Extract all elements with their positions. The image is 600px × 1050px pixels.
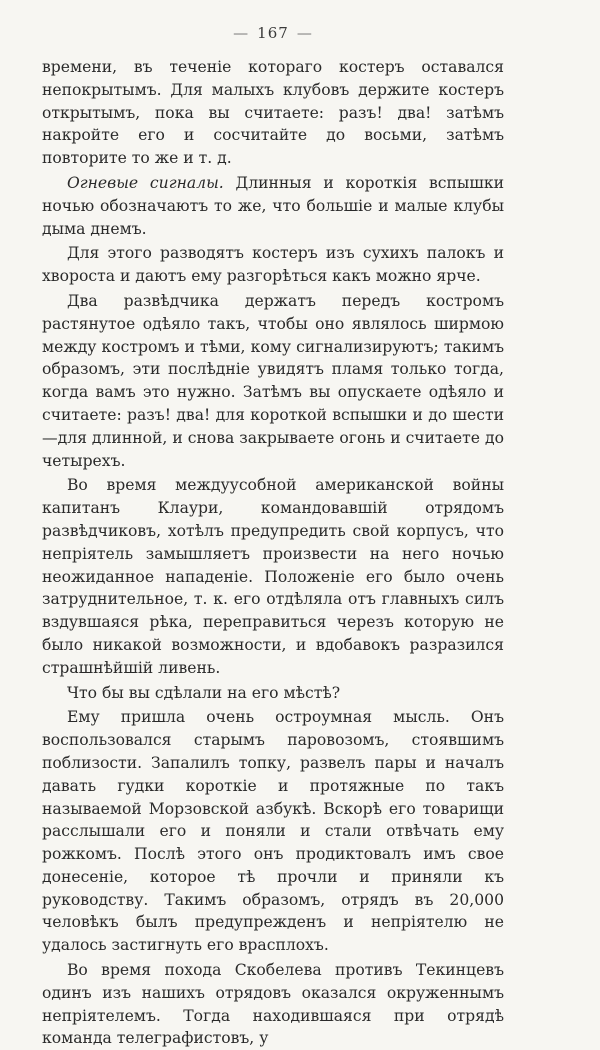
paragraph-fire-signals bbox=[42, 172, 504, 240]
page-number-value: 167 bbox=[257, 24, 289, 42]
paragraph-text: Два развѣдчика держатъ передъ костромъ растянутое одѣяло такъ, чтобы оно являлось ширмою между костромъ и тѣми, кому сигнализируютъ; такимъ образомъ, эти послѣдніе увидятъ пламя только тогда, когда вамъ это нужно. Затѣмъ вы опускаете одѣяло и считаете: разъ! два! для короткой вспышки и до шести—для длинной, и снова закрываете огонь и считаете до четырехъ. bbox=[42, 291, 504, 470]
paragraph-blanket-screen bbox=[42, 290, 504, 472]
paragraph-text: Во время междуусобной американской войны капитанъ Клаури, командовавшій отрядомъ развѣдчиковъ, хотѣлъ предупредить свой корпусъ, что непріятель замышляетъ произвести на него ночью неожиданное нападеніе. Положеніе его было очень затруднительное, т. к. его отдѣляла отъ главныхъ силъ вздувшаяся рѣка, переправиться черезъ которую не было никакой возможности, и вдобавокъ разразился страшнѣйшій ливень. bbox=[42, 476, 504, 677]
section-subheading: Огневые сигналы. bbox=[66, 173, 224, 192]
paragraph-smoke-signals-end bbox=[42, 56, 504, 170]
paragraph-skobelev-campaign bbox=[42, 959, 504, 1050]
page-number bbox=[42, 24, 504, 42]
paragraph-building-fire bbox=[42, 242, 504, 288]
paragraph-text: Что бы вы сдѣлали на его мѣстѣ? bbox=[66, 683, 341, 702]
paragraph-text: Для этого разводятъ костеръ изъ сухихъ палокъ и хвороста и даютъ ему разгорѣться какъ можно ярче. bbox=[42, 244, 504, 286]
body-text bbox=[42, 56, 504, 1050]
paragraph-question bbox=[42, 682, 504, 705]
paragraph-text: Во время похода Скобелева противъ Текинцевъ одинъ изъ нашихъ отрядовъ оказался окруженнымъ непріятелемъ. Тогда находившаяся при отрядѣ команда телеграфистовъ, у bbox=[42, 961, 504, 1048]
paragraph-civil-war-story bbox=[42, 474, 504, 679]
page-number-dash-right: — bbox=[296, 24, 313, 42]
paragraph-text: Длинныя и короткія вспышки ночью обозначаютъ то же, что большіе и малые клубы дыма днемъ. bbox=[42, 173, 504, 238]
paragraph-text: Ему пришла очень остроумная мысль. Онъ воспользовался старымъ паровозомъ, стоявшимъ поблизости. Запалилъ топку, развелъ пары и началъ давать гудки короткіе и протяжные по такъ называемой Морзовской азбукѣ. Вскорѣ его товарищи расслышали его и поняли и стали отвѣчать ему рожкомъ. Послѣ этого онъ продиктовалъ имъ свое донесеніе, которое тѣ прочли и приняли къ руководству. Такимъ образомъ, отрядъ въ 20,000 человѣкъ былъ предупрежденъ и непріятелю не удалось застигнуть его врасплохъ. bbox=[42, 708, 504, 955]
page-number-dash-left: — bbox=[233, 24, 250, 42]
paragraph-locomotive-whistle bbox=[42, 706, 504, 957]
paragraph-text: времени, въ теченіе котораго костеръ оставался непокрытымъ. Для малыхъ клубовъ держите костеръ открытымъ, пока вы считаете: разъ! два! затѣмъ накройте его и сосчитайте до восьми, затѣмъ повторите то же и т. д. bbox=[42, 58, 504, 168]
